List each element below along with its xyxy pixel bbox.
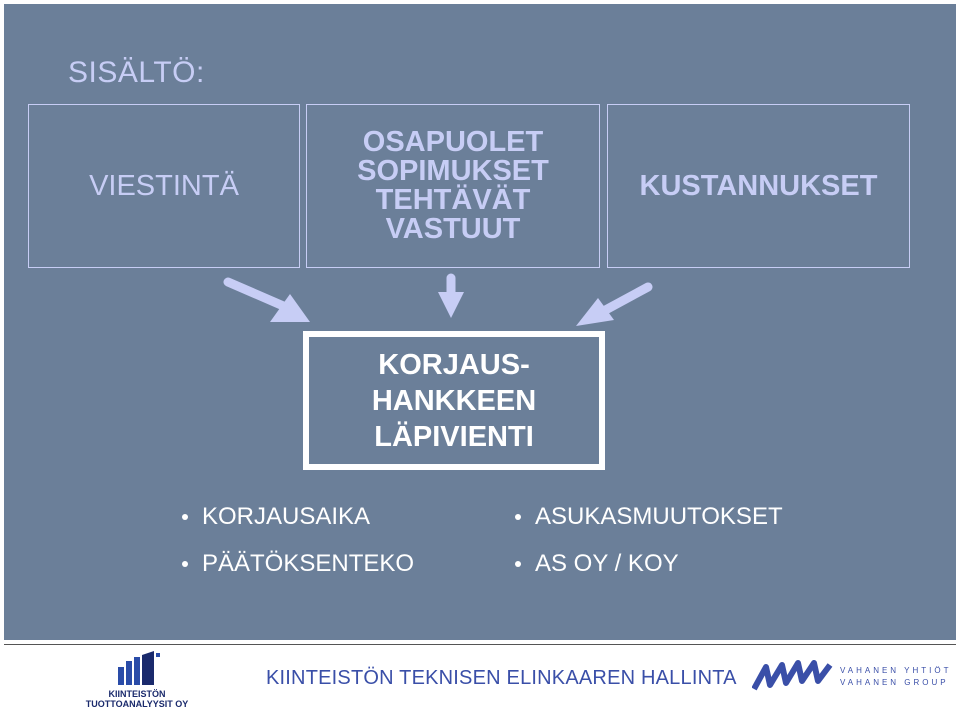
center-line-3: LÄPIVIENTI — [374, 420, 534, 453]
bullet-icon — [515, 514, 521, 520]
vahanen-logo-icon — [752, 659, 836, 699]
bullet-icon — [515, 561, 521, 567]
center-box — [303, 331, 605, 470]
vahanen-line-1: VAHANEN YHTIÖT — [840, 666, 952, 675]
bullet-list-right — [515, 493, 783, 587]
list-item — [182, 493, 414, 540]
box-mid-line-4: VASTUUT — [385, 213, 521, 245]
box-mid-line-1: OSAPUOLET — [362, 126, 544, 158]
vahanen-line-2: VAHANEN GROUP — [840, 678, 949, 687]
box-kustannukset-label: KUSTANNUKSET — [639, 169, 878, 202]
footer-title: KIINTEISTÖN TEKNISEN ELINKAAREN HALLINTA — [266, 667, 737, 689]
center-line-1: KORJAUS- — [378, 348, 530, 381]
vahanen-logo — [752, 659, 952, 699]
bullet-list-left — [182, 493, 414, 587]
footer — [4, 644, 956, 713]
slide-title: SISÄLTÖ: — [68, 56, 205, 89]
box-kustannukset — [607, 104, 910, 268]
box-viestinta-label: VIESTINTÄ — [89, 169, 239, 202]
box-viestinta — [28, 104, 300, 268]
list-item — [515, 540, 783, 587]
center-line-2: HANKKEEN — [371, 384, 537, 417]
vahanen-logo-text — [840, 665, 952, 689]
logo-caption-line-1: KIINTEISTÖN — [108, 689, 166, 699]
box-osapuolet — [306, 104, 600, 268]
kiinteiston-logo-icon — [82, 649, 192, 689]
bullet-text: KORJAUSAIKA — [202, 502, 371, 530]
list-item — [515, 493, 783, 540]
kiinteiston-logo-caption — [82, 689, 192, 709]
bullet-icon — [182, 561, 188, 567]
kiinteiston-logo — [82, 649, 192, 711]
box-mid-line-2: SOPIMUKSET — [357, 155, 549, 187]
slide — [4, 4, 956, 640]
list-item — [182, 540, 414, 587]
box-mid-line-3: TEHTÄVÄT — [375, 184, 531, 216]
bullet-text: PÄÄTÖKSENTEKO — [202, 549, 415, 577]
bullet-text: ASUKASMUUTOKSET — [535, 502, 783, 530]
bullet-icon — [182, 514, 188, 520]
logo-caption-line-2: TUOTTOANALYYSIT OY — [85, 699, 189, 709]
bullet-text: AS OY / KOY — [535, 549, 679, 577]
